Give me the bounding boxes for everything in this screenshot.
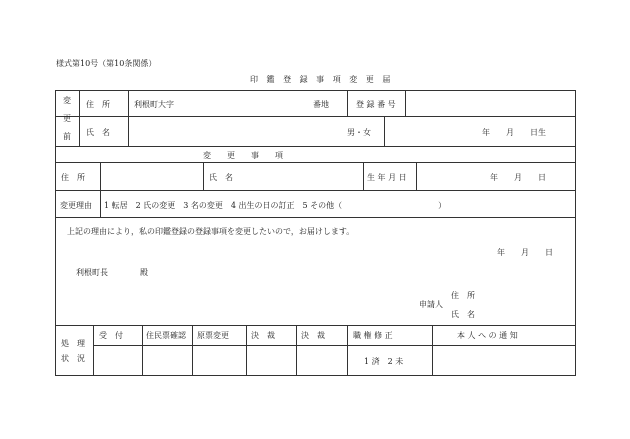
col-kessai-2: 決 裁 [301, 331, 325, 340]
form-title: 印 鑑 登 録 事 項 変 更 届 [250, 75, 394, 84]
after-birth-label: 生 年 月 日 [367, 173, 407, 182]
applicant-name-label: 氏 名 [451, 310, 475, 319]
col-kessai-1: 決 裁 [251, 331, 275, 340]
before-address-value: 利根町大字 [134, 100, 174, 109]
processing-label-top: 処 理 [61, 339, 85, 348]
before-gender: 男・女 [347, 128, 371, 137]
col-shokken: 職 権 修 正 [353, 331, 393, 340]
submission-date: 年 月 日 [497, 248, 553, 257]
after-name-field[interactable] [250, 163, 362, 189]
col-honnin-tsuchi: 本 人 へ の 通 知 [457, 331, 518, 340]
body-text: 上記の理由により，私の印鑑登録の登録事項を変更したいので，お届けします。 [67, 227, 355, 236]
before-label-char-1: 変 [63, 96, 71, 105]
shokken-options[interactable]: 1 済 2 未 [364, 357, 404, 366]
before-address-label: 住 所 [86, 100, 110, 109]
before-birthdate: 年 月 日生 [482, 128, 546, 137]
before-name-label: 氏 名 [86, 128, 110, 137]
before-label-char-2: 更 [63, 114, 71, 123]
reason-label: 変更理由 [60, 201, 92, 210]
col-uketsuke: 受 付 [99, 331, 123, 340]
applicant-address-label: 住 所 [451, 291, 475, 300]
changes-header: 変 更 事 項 [203, 151, 283, 160]
before-name-field[interactable] [129, 117, 329, 145]
before-label-char-3: 前 [63, 132, 71, 141]
reason-options[interactable]: 1 転居 2 氏の変更 3 名の変更 4 出生の日の訂正 5 その他（ ） [104, 201, 447, 210]
after-address-label: 住 所 [61, 173, 85, 182]
registration-number-label: 登 録 番 号 [356, 100, 396, 109]
after-address-field[interactable] [101, 163, 202, 189]
applicant-label: 申請人 [419, 300, 443, 309]
addressee-honorific: 殿 [140, 268, 148, 277]
after-name-label: 氏 名 [209, 173, 233, 182]
col-genpyo: 原票変更 [197, 331, 229, 340]
before-banchi: 番地 [313, 100, 329, 109]
processing-label-bottom: 状 況 [61, 354, 85, 363]
col-juminhyo: 住民票確認 [146, 331, 186, 340]
after-birth-value: 年 月 日 [490, 173, 546, 182]
addressee: 利根町長 [76, 268, 108, 277]
registration-number-field[interactable] [406, 91, 575, 115]
form-number: 様式第10号（第10条関係） [56, 59, 157, 68]
